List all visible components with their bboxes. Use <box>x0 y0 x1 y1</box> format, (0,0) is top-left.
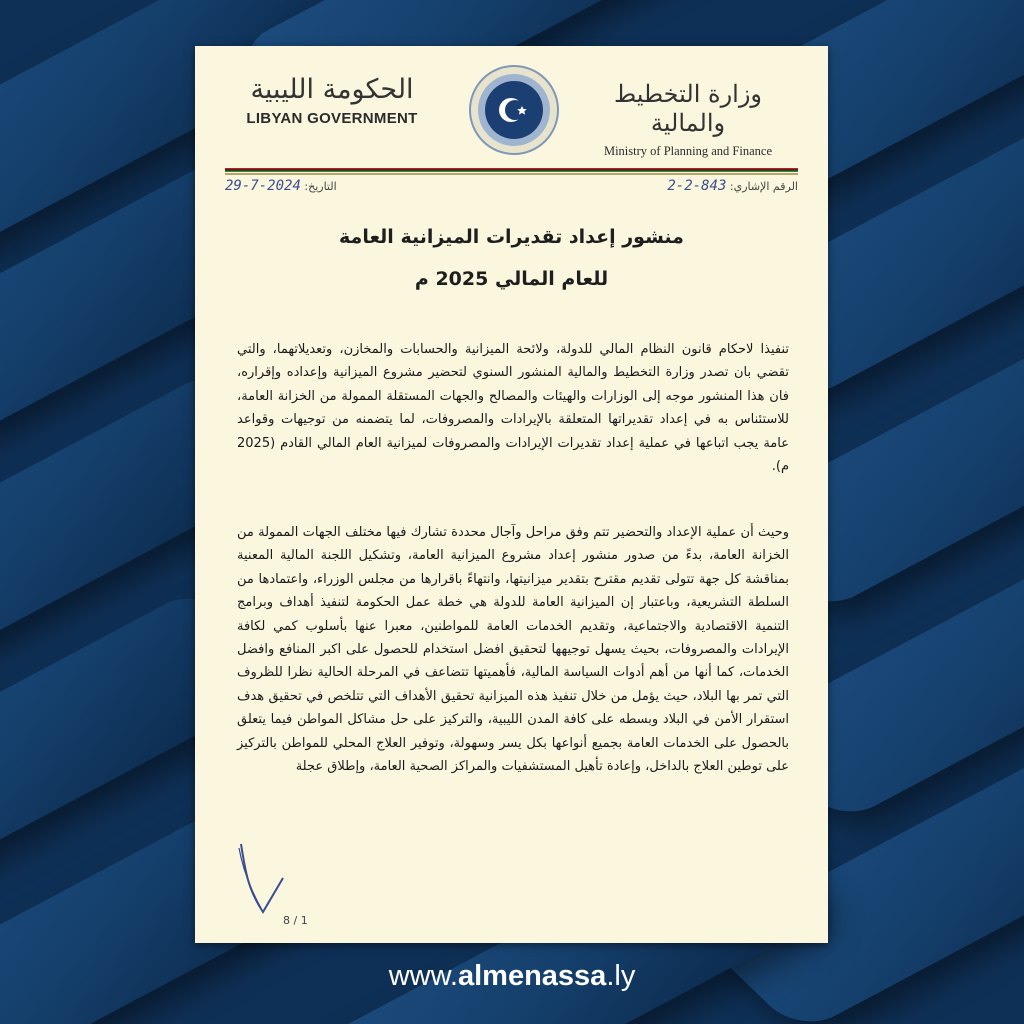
date-field <box>225 178 337 194</box>
ministry-header <box>588 80 788 159</box>
page-number: 8 / 1 <box>283 914 308 927</box>
reference-value: 843-2-2 <box>667 178 727 194</box>
document-page <box>195 46 828 943</box>
ministry-name-arabic: وزارة التخطيط والمالية <box>613 80 763 137</box>
handwritten-mark-icon <box>233 838 293 918</box>
ministry-seal-icon <box>468 64 560 156</box>
date-value: 2024-7-29 <box>225 178 301 194</box>
document-subtitle: للعام المالي 2025 م <box>414 268 609 290</box>
watermark-suffix: .ly <box>606 960 636 992</box>
libyan-government-header <box>237 74 427 127</box>
government-name-arabic: الحكومة الليبية <box>250 74 414 105</box>
body-paragraph-1: تنفيذا لاحكام قانون النظام المالي للدولة، ولائحة الميزانية والحسابات والمخازن، وتعديلاتهما، والتي تقضي بان تصدر وزارة التخطيط والمالية المنشور السنوي لتحضير مشروع الميزانية وإعداده وإقراره، فان هذا المنشور موجه إلى الوزارات والهيئات والمصالح والجهات المستقلة الممولة من الخزانة العامة، للاستئناس به في إعداد تقديراتها المتعلقة بالإيرادات والمصروفات، لما يتضمنه من توجيهات وقواعد عامة يجب اتباعها في عملية إعداد تقديرات الإيرادات والمصروفات لميزانية العام المالي القادم (2025 م). <box>237 342 789 475</box>
date-label: التاريخ: <box>304 180 337 193</box>
website-watermark <box>0 960 1024 993</box>
reference-field <box>667 178 798 194</box>
flag-color-divider <box>225 168 798 172</box>
reference-label: الرقم الإشاري: <box>729 180 798 193</box>
government-name-english: LIBYAN GOVERNMENT <box>246 110 418 128</box>
gold-divider <box>225 173 798 175</box>
document-title: منشور إعداد تقديرات الميزانية العامة <box>339 226 684 248</box>
ministry-name-english: Ministry of Planning and Finance <box>603 143 773 158</box>
watermark-prefix: www. <box>388 960 458 992</box>
watermark-brand: almenassa <box>457 960 607 992</box>
body-paragraph-2: وحيث أن عملية الإعداد والتحضير تتم وفق مراحل وآجال محددة تشارك فيها مختلف الجهات الممولة من الخزانة العامة، بدءً من صدور منشور إعداد مشروع الميزانية العامة، وتشكيل اللجنة المالية المعنية بمناقشة كل جهة تتولى تقديم مقترح بتقدير ميزانيتها، وانتهاءً باقرارها من مجلس الوزراء، واعتمادها من السلطة التشريعية، وباعتبار إن الميزانية العامة للدولة هي خطة عمل الحكومة لتنفيذ أهداف وبرامج التنمية الاقتصادية والاجتماعية، وتقديم الخدمات العامة للمواطنين، معبرا عنها بأسلوب كمي لكافة الإيرادات والمصروفات، بحيث يسهل توجيهها لتحقيق افضل استخدام للحصول على اكبر المنافع وافضل الخدمات، كما أنها من أهم أدوات السياسة المالية، فأهميتها تتضاعف في المرحلة الحالية نظرا للظروف التي تمر بها البلاد، حيث يؤمل من خلال تنفيذ هذه الميزانية تحقيق الأهداف التي تتلخص في تحقيق هدف استقرار الأمن في البلاد وبسطه على كافة المدن الليبية، والتركيز على حل مشاكل المواطن فيما يتعلق بالحصول على الخدمات العامة بجميع أنواعها بكل يسر وسهولة، وتوفير العلاج المحلي للمواطن بالتركيز على توطين العلاج بالداخل، وإعادة تأهيل المستشفيات والمراكز الصحية العامة، وإطلاق عجلة <box>237 525 789 775</box>
